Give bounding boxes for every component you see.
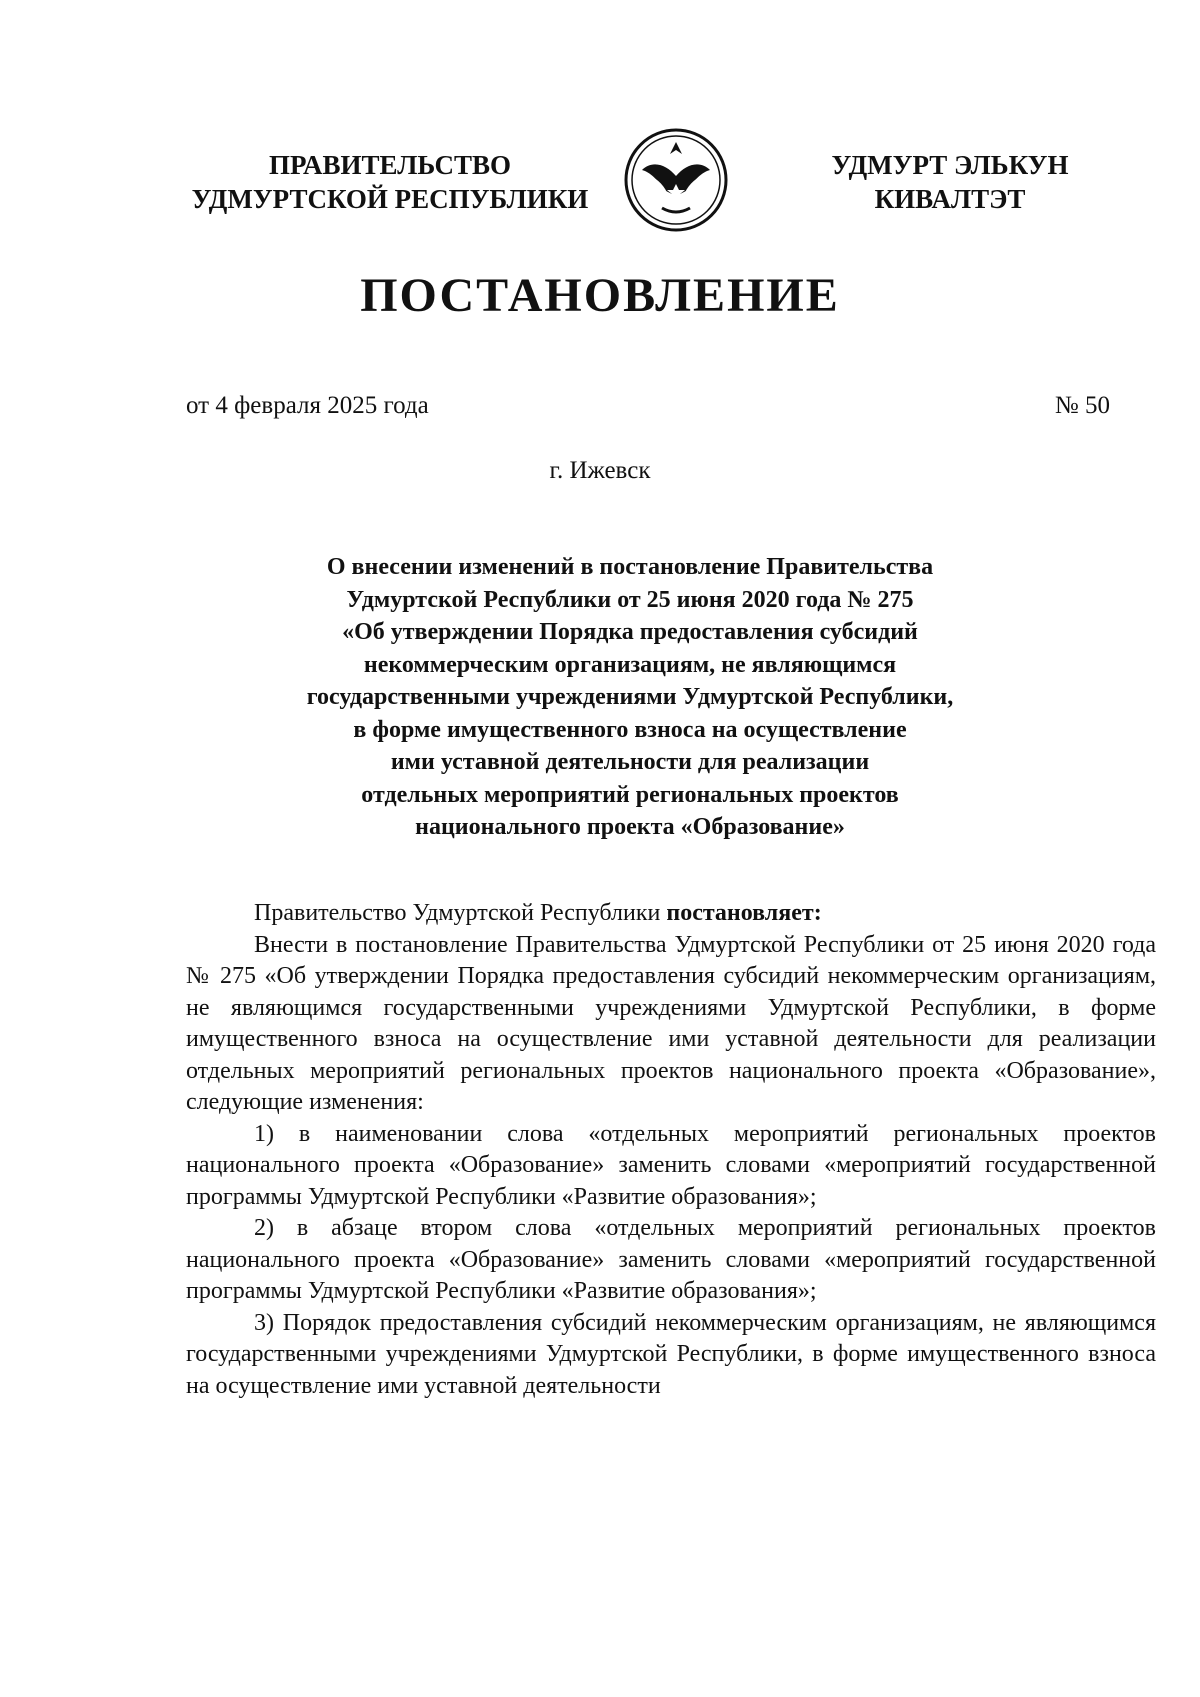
amendment-item-2: 2) в абзаце втором слова «отдельных мероприятий региональных проектов национального проекта «Образование» заменить словами «мероприятий государственной программы Удмуртской Республики «Развитие образования»;	[186, 1215, 1156, 1304]
subject-line: отдельных мероприятий региональных проектов	[361, 781, 899, 808]
issuer-name-udmurt	[790, 148, 1110, 216]
document-city: г. Ижевск	[549, 457, 651, 484]
subject-line: некоммерческим организациям, не являющимся	[363, 651, 897, 678]
resolution-body	[186, 898, 1156, 1402]
document-title: ПОСТАНОВЛЕНИЕ	[360, 269, 840, 322]
issuer-udmurt-line-1: УДМУРТ ЭЛЬКУН	[831, 150, 1069, 180]
issuer-name-russian	[170, 148, 610, 216]
issuer-line-1: ПРАВИТЕЛЬСТВО	[268, 150, 512, 180]
coat-of-arms-icon	[622, 120, 730, 238]
subject-line: «Об утверждении Порядка предоставления субсидий	[342, 619, 918, 645]
issuer-line-2: УДМУРТСКОЙ РЕСПУБЛИКИ	[191, 184, 589, 214]
intro-paragraph	[186, 898, 1156, 930]
subject-line: ими уставной деятельности для реализации	[390, 749, 870, 775]
subject-line: государственными учреждениями Удмуртской Республики,	[306, 684, 954, 710]
amendment-item-3: 3) Порядок предоставления субсидий некоммерческим организациям, не являющимся государственными учреждениями Удмуртской Республики, в форме имущественного взноса на осуществление ими уставной деятельности	[186, 1309, 1156, 1399]
issuer-udmurt-line-2: КИВАЛТЭТ	[874, 184, 1026, 214]
subject-line: О внесении изменений в постановление Правительства	[326, 554, 934, 580]
subject-line: в форме имущественного взноса на осуществление	[353, 716, 907, 743]
intro-decree-word: постановляет:	[666, 900, 822, 926]
body-paragraph: Внести в постановление Правительства Удмуртской Республики от 25 июня 2020 года № 275 «Об утверждении Порядка предоставления субсидий некоммерческим организациям, не являющимся государственными учреждениями Удмуртской Республики, в форме имущественного взноса на осуществление ими уставной деятельности для реализации отдельных мероприятий региональных проектов национального проекта «Образование», следующие изменения:	[186, 931, 1156, 1115]
document-date: от 4 февраля 2025 года	[186, 392, 429, 419]
resolution-subject	[250, 551, 1010, 844]
amendment-item-1: 1) в наименовании слова «отдельных мероприятий региональных проектов национального проекта «Образование» заменить словами «мероприятий государственной программы Удмуртской Республики «Развитие образования»;	[186, 1120, 1156, 1210]
subject-line: национального проекта «Образование»	[415, 814, 845, 840]
intro-text: Правительство Удмуртской Республики	[254, 900, 667, 926]
subject-line: Удмуртской Республики от 25 июня 2020 года № 275	[346, 586, 914, 613]
document-number: № 50	[1054, 392, 1110, 419]
